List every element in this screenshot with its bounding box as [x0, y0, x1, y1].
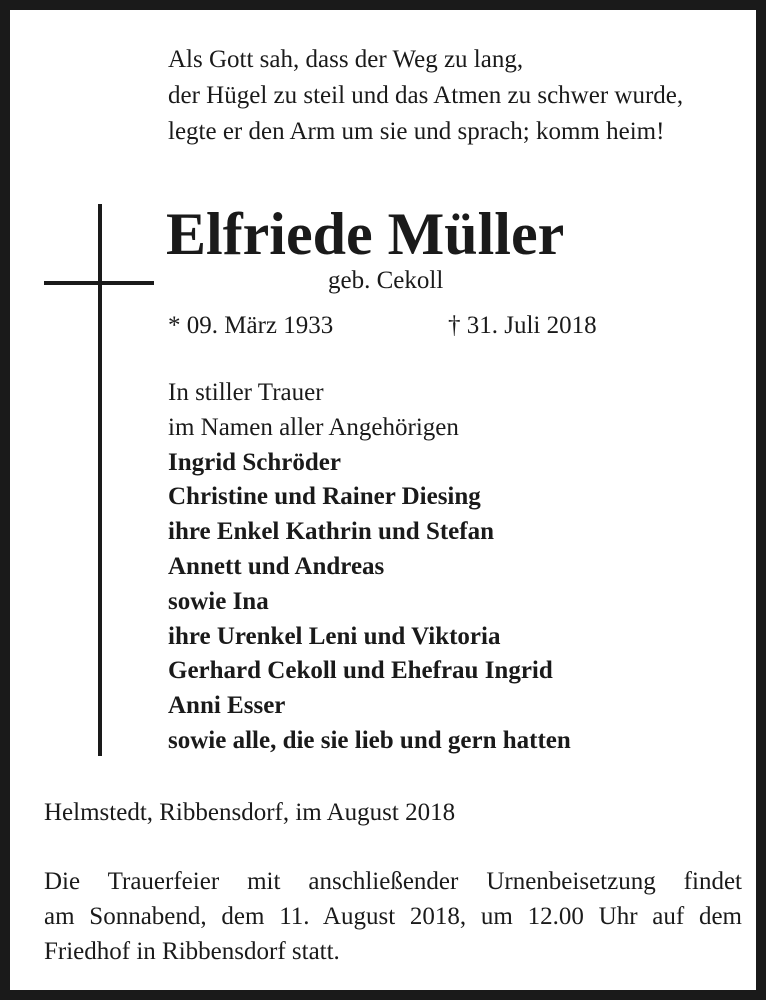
mourner-name: Christine und Rainer Diesing: [168, 483, 481, 511]
place-and-date: Helmstedt, Ribbensdorf, im August 2018: [44, 799, 456, 826]
funeral-service-info: [44, 864, 742, 969]
mourner-name: ihre Urenkel Leni und Viktoria: [168, 622, 501, 650]
poem-line: legte er den Arm um sie und sprach; komm heim!: [168, 118, 665, 145]
poem-line: Als Gott sah, dass der Weg zu lang,: [168, 46, 524, 73]
memorial-poem: [168, 42, 758, 150]
mourner-name: Gerhard Cekoll und Ehefrau Ingrid: [168, 657, 553, 685]
service-line: am Sonnabend, dem 11. August 2018, um 12.00 Uhr auf dem: [44, 903, 742, 930]
poem-line: der Hügel zu steil und das Atmen zu schwer wurde,: [168, 82, 684, 109]
cross-icon-vertical-bar: [98, 204, 102, 756]
deceased-name: Elfriede Müller: [166, 201, 565, 267]
mourners-intro-line: In stiller Trauer: [168, 379, 324, 406]
service-line: Die Trauerfeier mit anschließender Urnenbeisetzung findet: [44, 868, 742, 895]
mourners-list: [168, 376, 758, 759]
mourner-name: sowie alle, die sie lieb und gern hatten: [168, 726, 571, 754]
mourner-name: Anni Esser: [168, 692, 286, 720]
mourner-name: sowie Ina: [168, 587, 269, 615]
mourner-name: Annett und Andreas: [168, 552, 385, 580]
death-date: † 31. Juli 2018: [448, 312, 597, 339]
cross-icon-horizontal-bar: [44, 281, 154, 285]
mourners-intro-line: im Namen aller Angehörigen: [168, 413, 459, 441]
birth-date: * 09. März 1933: [168, 312, 334, 339]
mourner-name: ihre Enkel Kathrin und Stefan: [168, 518, 495, 546]
mourner-name: Ingrid Schröder: [168, 448, 341, 476]
service-line: Friedhof in Ribbensdorf statt.: [44, 938, 340, 965]
maiden-name: geb. Cekoll: [328, 267, 444, 294]
